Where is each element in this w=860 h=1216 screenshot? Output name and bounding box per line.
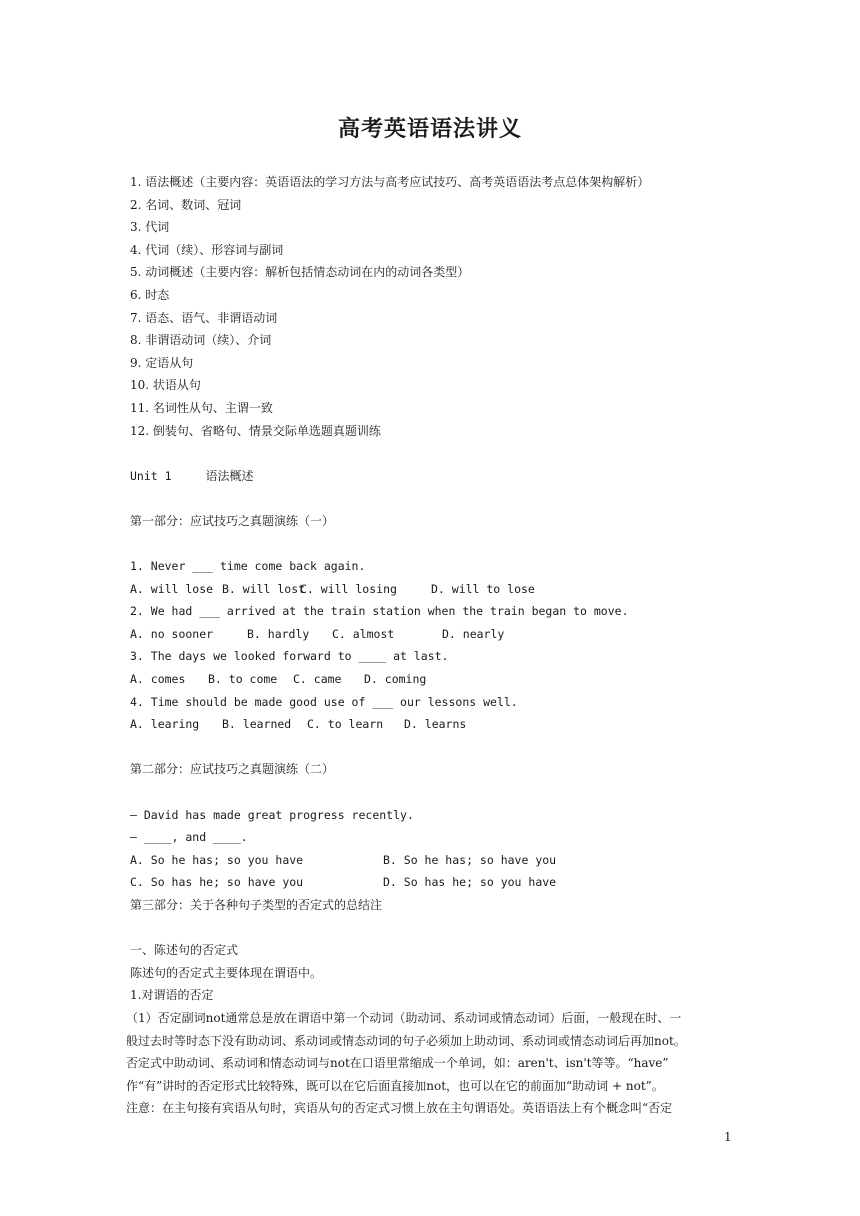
option: D. So has he; so you have: [383, 875, 557, 890]
subsection-heading: 1.对谓语的否定: [130, 988, 214, 1003]
option: A. comes: [130, 672, 186, 687]
option: A. So he has; so you have: [130, 852, 304, 867]
option: D. coming: [364, 672, 427, 687]
paragraph-line: 否定式中助动词、系动词和情态动词与not在口语里常缩成一个单词，如：aren't、isn't等等。“have”: [126, 1056, 669, 1071]
section-heading: 一、陈述句的否定式: [130, 943, 239, 958]
dialog-line: — David has made great progress recently.: [130, 807, 414, 822]
option: C. almost: [332, 626, 395, 641]
unit-name: 语法概述: [205, 468, 254, 483]
option: D. nearly: [442, 626, 505, 641]
toc-item: 6. 时态: [130, 287, 170, 302]
option: C. came: [293, 672, 342, 687]
document-body: [126, 171, 735, 1120]
option: C. will losing: [300, 581, 397, 596]
option: A. will lose: [130, 581, 214, 596]
option: A. learing: [130, 717, 200, 732]
toc-item: 1. 语法概述（主要内容：英语语法的学习方法与高考应试技巧、高考英语语法考点总体架构解析）: [130, 175, 650, 189]
toc-item: 3. 代词: [130, 220, 170, 235]
paragraph-line: 注意：在主句接有宾语从句时，宾语从句的否定式习惯上放在主句谓语处。英语语法上有个概念叫“否定: [126, 1101, 673, 1116]
part3-heading: 第三部分：关于各种句子类型的否定式的总结注: [130, 898, 383, 912]
question-stem: 2. We had ___ arrived at the train station when the train began to move.: [130, 604, 629, 619]
question-options: [130, 668, 735, 691]
unit-label: Unit 1: [130, 468, 172, 483]
dialog-line: — ____, and ____.: [130, 830, 248, 845]
option: C. So has he; so have you: [130, 875, 304, 890]
option: B. So he has; so have you: [383, 852, 557, 867]
option: B. to come: [208, 672, 278, 687]
question-options: [130, 713, 735, 736]
question-options: [130, 623, 735, 646]
option: B. will lost: [222, 581, 306, 596]
question-stem: 4. Time should be made good use of ___ our lessons well.: [130, 694, 518, 709]
option: C. to learn: [307, 717, 384, 732]
toc-item: 7. 语态、语气、非谓语动词: [130, 310, 278, 325]
toc-item: 11. 名词性从句、主谓一致: [130, 400, 273, 415]
toc-item: 2. 名词、数词、冠词: [130, 197, 242, 212]
question-stem: 3. The days we looked forward to ____ at last.: [130, 649, 449, 664]
paragraph-line: （1）否定副词not通常总是放在谓语中第一个动词（助动词、系动词或情态动词）后面，一般现在时、一: [126, 1010, 682, 1025]
table-of-contents: [130, 171, 735, 442]
toc-item: 10. 状语从句: [130, 378, 201, 393]
option: B. learned: [222, 717, 292, 732]
question-options: [130, 849, 735, 872]
body-paragraph: [126, 1007, 735, 1120]
toc-item: 8. 非谓语动词（续）、介词: [130, 333, 272, 348]
part2-question: [130, 804, 735, 894]
toc-item: 4. 代词（续）、形容词与副词: [130, 242, 284, 257]
question-stem: 1. Never ___ time come back again.: [130, 559, 366, 574]
toc-item: 9. 定语从句: [130, 355, 194, 370]
option: D. will to lose: [431, 581, 535, 596]
unit-heading: [130, 465, 735, 488]
document-title: 高考英语语法讲义: [337, 116, 522, 142]
part1-questions: [130, 555, 735, 736]
part1-heading: 第一部分：应试技巧之真题演练（一）: [130, 513, 335, 528]
option: D. learns: [404, 717, 467, 732]
section-intro: 陈述句的否定式主要体现在谓语中。: [130, 965, 323, 980]
part2-heading: 第二部分：应试技巧之真题演练（二）: [130, 762, 335, 777]
option: A. no sooner: [130, 626, 214, 641]
option: B. hardly: [247, 626, 310, 641]
paragraph-line: 般过去时等时态下没有助动词、系动词或情态动词的句子必须加上助动词、系动词或情态动词后再加not。: [126, 1033, 686, 1048]
toc-item: 5. 动词概述（主要内容：解析包括情态动词在内的动词各类型）: [130, 265, 470, 280]
question-options: [130, 871, 735, 894]
page-number: 1: [724, 1130, 732, 1144]
toc-item: 12. 倒装句、省略句、情景交际单选题真题训练: [130, 423, 381, 438]
question-options: [130, 578, 735, 601]
paragraph-line: 作“有”讲时的否定形式比较特殊，既可以在它后面直接加not，也可以在它的前面加“助动词 + not”。: [126, 1078, 664, 1093]
